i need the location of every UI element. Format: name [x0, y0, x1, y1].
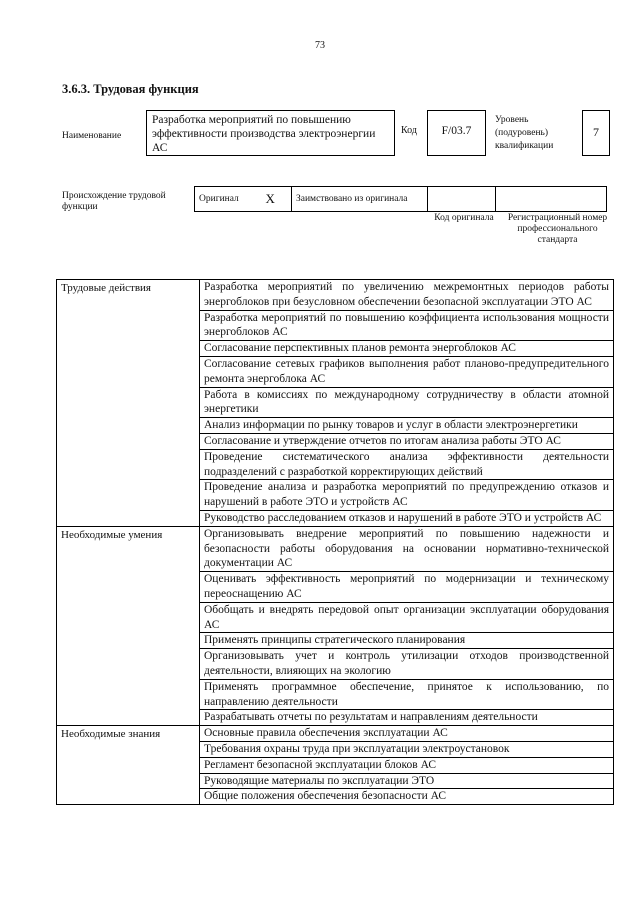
table-row	[57, 726, 614, 742]
origin-table	[194, 186, 607, 212]
level-label: Уровень (подуровень) квалификации	[495, 115, 554, 151]
list-item: Применять принципы стратегического планирования	[200, 633, 614, 649]
original-code-cell	[428, 187, 496, 212]
list-item: Требования охраны труда при эксплуатации электроустановок	[200, 741, 614, 757]
list-item: Организовывать внедрение мероприятий по повышению надежности и безопасности работы оборудования на основании нормативно-технической документации АС	[200, 526, 614, 571]
list-item: Работа в комиссиях по международному сотрудничеству в области атомной энергетики	[200, 387, 614, 418]
list-item: Руководство расследованием отказов и нарушений в работе ЭТО и устройств АС	[200, 510, 614, 526]
list-item: Разработка мероприятий по повышению коэффициента использования мощности энергоблоков АС	[200, 310, 614, 341]
table-row	[57, 280, 614, 311]
function-code-box: F/03.7	[427, 110, 486, 156]
section-heading: 3.6.3. Трудовая функция	[62, 82, 199, 96]
list-item: Оценивать эффективность мероприятий по модернизации и техническому переоснащению АС	[200, 572, 614, 603]
list-item: Руководящие материалы по эксплуатации ЭТО	[200, 773, 614, 789]
reg-number-caption: Регистрационный номер профессионального стандарта	[507, 213, 608, 245]
section-title: Необходимые знания	[57, 726, 200, 805]
list-item: Разработка мероприятий по увеличению межремонтных периодов работы энергоблоков при безусловном обеспечении безопасной эксплуатации ЭТО АС	[200, 280, 614, 311]
list-item: Обобщать и внедрять передовой опыт организации эксплуатации оборудования АС	[200, 602, 614, 633]
level-value-box: 7	[582, 110, 610, 156]
original-mark: X	[250, 187, 292, 212]
origin-label: Происхождение трудовой функции	[62, 191, 166, 212]
list-item: Анализ информации по рынку товаров и услуг в области электроэнергетики	[200, 418, 614, 434]
original-code-caption: Код оригинала	[434, 213, 494, 223]
section-title: Необходимые умения	[57, 526, 200, 725]
list-item: Организовывать учет и контроль утилизации отходов производственной деятельности, влияющих на экологию	[200, 649, 614, 680]
function-details-table	[56, 279, 614, 805]
table-row	[57, 526, 614, 571]
original-label: Оригинал	[195, 187, 250, 212]
list-item: Применять программное обеспечение, принятое к использованию, по направлению деятельности	[200, 679, 614, 710]
list-item: Согласование перспективных планов ремонта энергоблоков АС	[200, 341, 614, 357]
function-name-box: Разработка мероприятий по повышению эффективности производства электроэнергии АС	[146, 110, 395, 156]
list-item: Регламент безопасной эксплуатации блоков АС	[200, 757, 614, 773]
list-item: Проведение анализа и разработка мероприятий по предупреждению отказов и нарушений в работе ЭТО и устройств АС	[200, 480, 614, 511]
code-label: Код	[401, 125, 417, 136]
list-item: Разрабатывать отчеты по результатам и направлениям деятельности	[200, 710, 614, 726]
section-title: Трудовые действия	[57, 280, 200, 527]
reg-number-cell	[496, 187, 607, 212]
name-label: Наименование	[62, 131, 122, 141]
borrowed-label: Заимствовано из оригинала	[292, 187, 428, 212]
list-item: Проведение систематического анализа эффективности деятельности подразделений с разработкой корректирующих действий	[200, 449, 614, 480]
list-item: Согласование и утверждение отчетов по итогам анализа работы ЭТО АС	[200, 433, 614, 449]
list-item: Общие положения обеспечения безопасности АС	[200, 789, 614, 805]
list-item: Согласование сетевых графиков выполнения работ планово-предупредительного ремонта энергоблока АС	[200, 356, 614, 387]
page-number: 73	[315, 40, 325, 51]
list-item: Основные правила обеспечения эксплуатации АС	[200, 726, 614, 742]
